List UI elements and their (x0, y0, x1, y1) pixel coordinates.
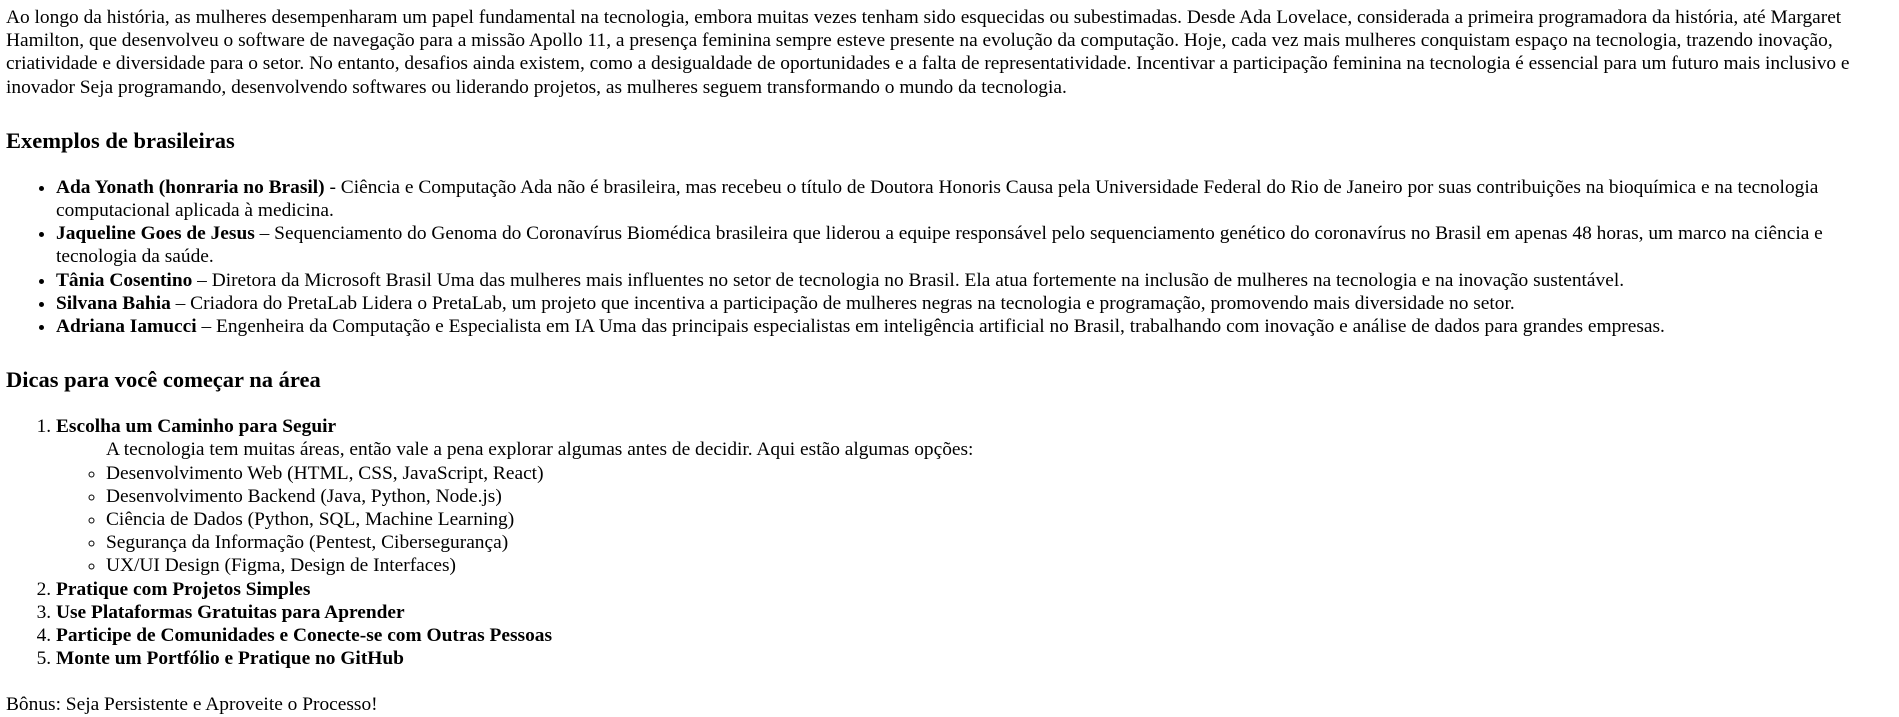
tip-title: Escolha um Caminho para Seguir (56, 416, 337, 438)
tip-title: Use Plataformas Gratuitas para Aprender (56, 601, 405, 623)
list-item (56, 269, 1891, 292)
example-name: Jaqueline Goes de Jesus (56, 223, 255, 245)
example-name: Adriana Iamucci (56, 316, 197, 338)
tips-heading: Dicas para você começar na área (6, 367, 321, 393)
example-description: – Engenheira da Computação e Especialista em IA Uma das principais especialistas em inteligência artificial no Brasil, trabalhando com inovação e análise de dados para grandes empresas. (196, 316, 1665, 338)
example-name: Ada Yonath (honraria no Brasil) (56, 176, 325, 198)
option-item: ◦ UX/UI Design (Figma, Design de Interfaces) (106, 554, 1891, 577)
list-item (56, 624, 1891, 647)
option-item: ◦ Ciência de Dados (Python, SQL, Machine Learning) (106, 508, 1891, 531)
list-item (56, 415, 1891, 577)
example-name: Tânia Cosentino (56, 269, 193, 291)
intro-paragraph: Ao longo da história, as mulheres desempenharam um papel fundamental na tecnologia, embora muitas vezes tenham sido esquecidas ou subestimadas. Desde Ada Lovelace, considerada a primeira programadora da história, até Margaret Hamilton, que desenvolveu o software de navegação para a missão Apollo 11, a presença feminina sempre esteve presente na evolução da computação. Hoje, cada vez mais mulheres conquistam espaço na tecnologia, trazendo inovação, criatividade e diversidade para o setor. No entanto, desafios ainda existem, como a desigualdade de oportunidades e a falta de representatividade. Incentivar a participação feminina na tecnologia é essencial para um futuro mais inclusivo e inovador Seja programando, desenvolvendo softwares ou liderando projetos, as mulheres seguem transformando o mundo da tecnologia. (6, 7, 1850, 98)
example-description: – Sequenciamento do Genoma do Coronavírus Biomédica brasileira que liderou a equipe responsável pelo sequenciamento genético do coronavírus no Brasil em apenas 48 horas, um marco na ciência e tecnologia da saúde. (56, 223, 1823, 268)
list-item (56, 222, 1891, 268)
examples-list (6, 176, 1891, 338)
example-description: – Criadora do PretaLab Lidera o PretaLab, um projeto que incentiva a participação de mulheres negras na tecnologia e programação, promovendo mais diversidade no setor. (170, 292, 1515, 314)
example-description: - Ciência e Computação Ada não é brasileira, mas recebeu o título de Doutora Honoris Causa pela Universidade Federal do Rio de Janeiro por suas contribuições na bioquímica e na tecnologia computacional aplicada à medicina. (56, 176, 1819, 222)
option-item: ◦ Desenvolvimento Web (HTML, CSS, JavaScript, React) (106, 462, 1891, 485)
list-item (56, 292, 1891, 315)
tip-title: Monte um Portfólio e Pratique no GitHub (56, 648, 404, 670)
example-name: Silvana Bahia (56, 292, 171, 314)
tip-title: Participe de Comunidades e Conecte-se com Outras Pessoas (56, 625, 553, 647)
list-item (56, 647, 1891, 670)
examples-heading: Exemplos de brasileiras (6, 127, 235, 153)
tip-title: Pratique com Projetos Simples (56, 578, 311, 600)
list-item (56, 601, 1891, 624)
option-item: ◦ Desenvolvimento Backend (Java, Python, Node.js) (106, 485, 1891, 508)
list-item (56, 578, 1891, 601)
options-list (56, 462, 1891, 578)
tip-description: A tecnologia tem muitas áreas, então vale a pena explorar algumas antes de decidir. Aqui estão algumas opções: (106, 439, 974, 461)
list-item (56, 176, 1891, 222)
option-item: ◦ Segurança da Informação (Pentest, Cibersegurança) (106, 531, 1891, 554)
bonus-text: Bônus: Seja Persistente e Aproveite o Processo! (6, 694, 378, 716)
list-item (56, 315, 1891, 338)
example-description: – Diretora da Microsoft Brasil Uma das mulheres mais influentes no setor de tecnologia no Brasil. Ela atua fortemente na inclusão de mulheres na tecnologia e na inovação sustentável. (192, 269, 1625, 291)
tips-list (6, 415, 1891, 670)
